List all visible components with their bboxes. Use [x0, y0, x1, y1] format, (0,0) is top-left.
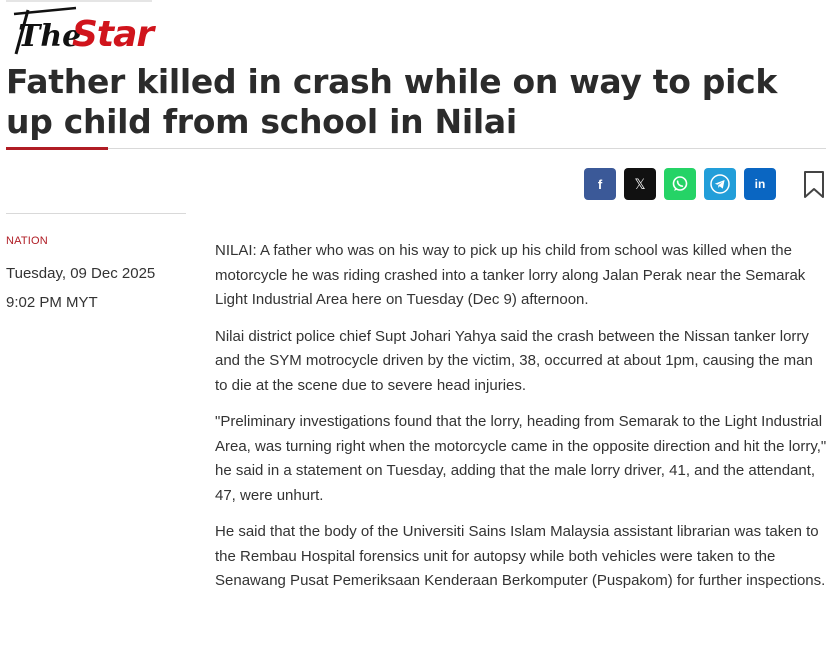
- article-body: [215, 239, 827, 606]
- headline-divider: [6, 148, 826, 149]
- the-star-logo[interactable]: [6, 4, 156, 56]
- svg-text:Star: Star: [72, 14, 154, 55]
- facebook-icon: f: [597, 176, 603, 192]
- article-paragraph: Nilai district police chief Supt Johari Yahya said the crash between the Nissan tanker lorry and the SYM motrocycle driven by the victim, 38, occurred at about 1pm, causing the man to die at the scene due to severe head injuries.: [215, 327, 813, 394]
- article-paragraph: "Preliminary investigations found that the lorry, heading from Semarak to the Light Industrial Area, was turning right when the motorcycle came in the opposite direction and hit the lorry," he said in a statement on Tuesday, adding that the male lorry driver, 41, and the attendant, 47, were unhurt.: [215, 413, 827, 504]
- x-icon: 𝕏: [634, 175, 646, 192]
- logo-top-divider: [6, 0, 152, 2]
- share-linkedin-button[interactable]: [744, 168, 776, 200]
- article-paragraph: NILAI: A father who was on his way to pick up his child from school was killed when the motorcycle he was riding crashed into a tanker lorry along Jalan Perak near the Semarak Light Industrial Area here on Tuesday (Dec 9) afternoon.: [215, 242, 806, 308]
- article-date: Tuesday, 09 Dec 2025: [6, 265, 156, 282]
- bookmark-icon: [802, 170, 826, 200]
- whatsapp-icon: [671, 175, 689, 193]
- share-x-button[interactable]: [624, 168, 656, 200]
- share-telegram-button[interactable]: [704, 168, 736, 200]
- article-headline: Father killed in crash while on way to pick up child from school in Nilai: [6, 62, 778, 141]
- bookmark-button[interactable]: [802, 170, 826, 200]
- telegram-icon: [710, 174, 730, 194]
- article-paragraph: He said that the body of the Universiti Sains Islam Malaysia assistant librarian was taken to the Rembau Hospital forensics unit for autopsy while both vehicles were taken to the Senawang Pusat Pemeriksaan Kenderaan Berkomputer (Puspakom) for further inspections.: [215, 523, 826, 589]
- headline-accent-bar: [6, 147, 108, 150]
- linkedin-icon: in: [754, 177, 766, 191]
- article-time: 9:02 PM MYT: [6, 294, 98, 311]
- the-star-logo-mark: [6, 4, 156, 56]
- svg-text:The: The: [18, 19, 82, 54]
- article-category-link[interactable]: NATION: [6, 235, 48, 247]
- meta-divider: [6, 213, 186, 214]
- share-facebook-button[interactable]: [584, 168, 616, 200]
- share-whatsapp-button[interactable]: [664, 168, 696, 200]
